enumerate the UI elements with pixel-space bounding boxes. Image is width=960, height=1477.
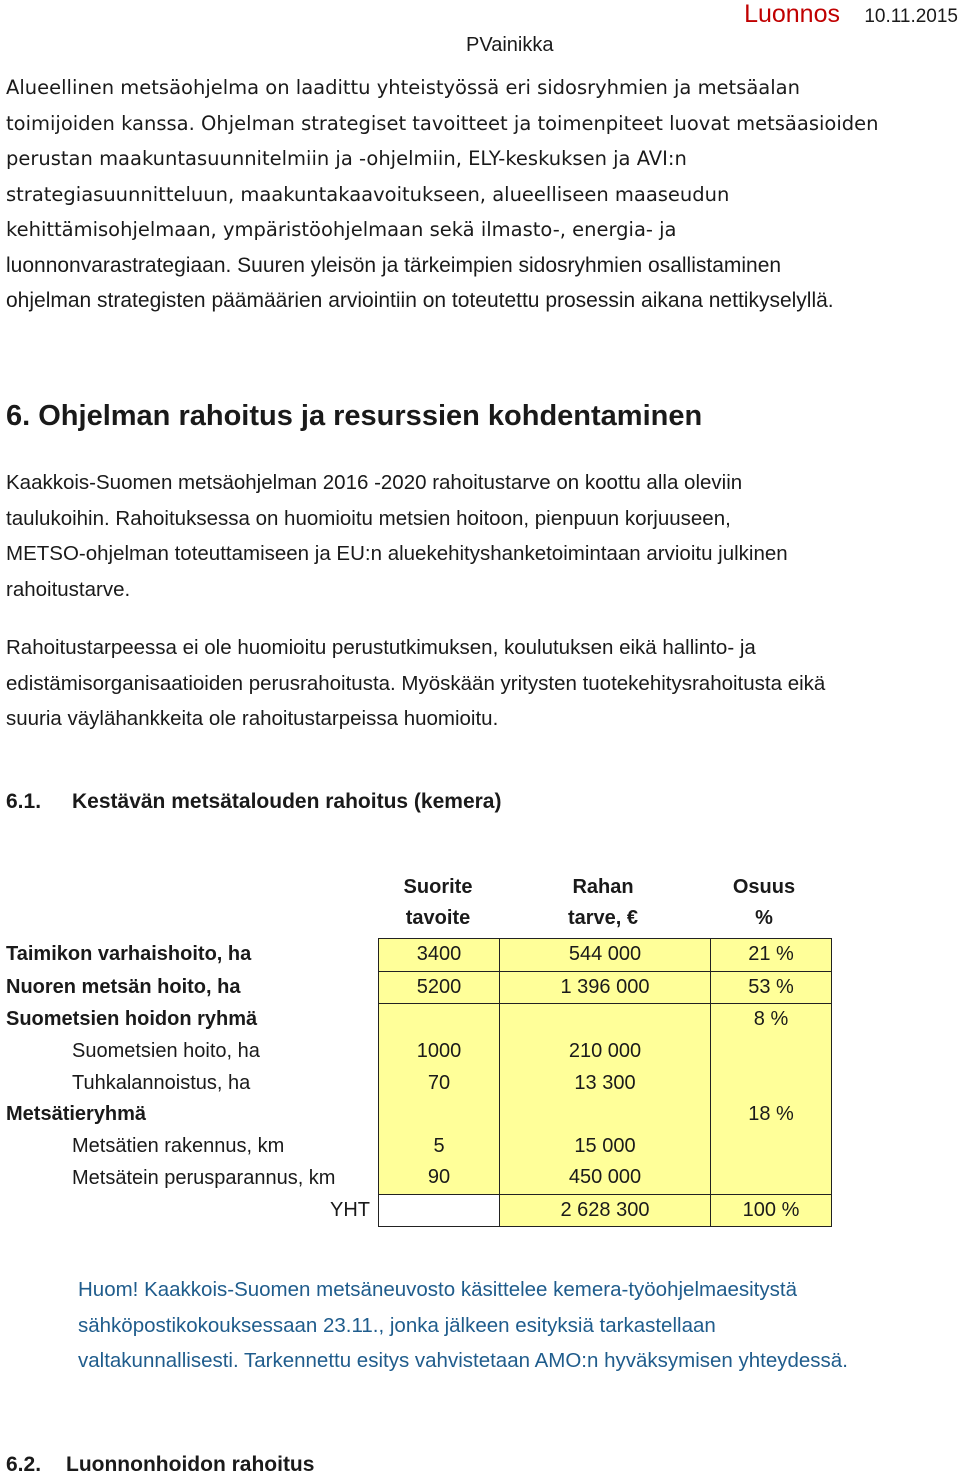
column-header-line: Osuus bbox=[732, 876, 796, 898]
column-header-line: tavoite bbox=[405, 907, 471, 929]
target-cell bbox=[379, 1194, 500, 1227]
target-cell: 1000 bbox=[379, 1036, 500, 1068]
target-cell bbox=[379, 1099, 500, 1131]
paragraph-line: suuria väylähankkeita ole rahoitustarpeissa huomioitu. bbox=[6, 707, 499, 730]
table-row bbox=[6, 1036, 832, 1068]
intro-line: ohjelman strategisten päämäärien arviointiin on toteutettu prosessin aikana nettikyselyllä. bbox=[6, 289, 834, 312]
target-cell: 5200 bbox=[379, 971, 500, 1004]
kemera-table bbox=[6, 938, 832, 1227]
share-cell: 18 % bbox=[711, 1099, 832, 1131]
subsection-title: Kestävän metsätalouden rahoitus (kemera) bbox=[72, 790, 502, 813]
subsection-number: 6.2. bbox=[6, 1453, 42, 1476]
intro-line: toimijoiden kanssa. Ohjelman strategiset tavoitteet ja toimenpiteet luovat metsäasioiden bbox=[6, 111, 879, 135]
money-cell: 544 000 bbox=[500, 939, 711, 972]
row-label: Tuhkalannoistus, ha bbox=[72, 1071, 251, 1094]
paragraph-line: Kaakkois-Suomen metsäohjelman 2016 -2020 rahoitustarve on koottu alla oleviin bbox=[6, 471, 743, 494]
intro-line: kehittämisohjelmaan, ympäristöohjelmaan sekä ilmasto-, energia- ja bbox=[6, 218, 677, 241]
share-cell bbox=[711, 1036, 832, 1068]
share-cell bbox=[711, 1131, 832, 1163]
author-label: PVainikka bbox=[466, 34, 554, 56]
intro-line: luonnonvarastrategiaan. Suuren yleisön ja tärkeimpien sidosryhmien osallistaminen bbox=[6, 253, 782, 277]
target-cell bbox=[379, 1004, 500, 1036]
row-label: Metsätein perusparannus, km bbox=[72, 1166, 336, 1189]
target-cell: 70 bbox=[379, 1067, 500, 1099]
row-label: Metsätieryhmä bbox=[6, 1103, 147, 1126]
table-row bbox=[6, 1162, 832, 1194]
money-cell: 450 000 bbox=[500, 1162, 711, 1194]
share-cell bbox=[711, 1067, 832, 1099]
table-row bbox=[6, 939, 832, 972]
column-header-line: tarve, € bbox=[567, 907, 639, 929]
section-heading: 6. Ohjelman rahoitus ja resurssien kohdentaminen bbox=[6, 400, 703, 432]
share-cell: 21 % bbox=[711, 939, 832, 972]
money-cell bbox=[500, 1004, 711, 1036]
note-line: sähköpostikokouksessaan 23.11., jonka jälkeen esityksiä tarkastellaan bbox=[78, 1313, 716, 1337]
row-label: Nuoren metsän hoito, ha bbox=[6, 975, 241, 998]
intro-line: strategiasuunnitteluun, maakuntakaavoitukseen, alueelliseen maaseudun bbox=[6, 182, 730, 206]
paragraph-line: edistämisorganisaatioiden perusrahoitusta. Myöskään yritysten tuotekehitysrahoitusta eikä bbox=[6, 671, 826, 695]
paragraph-line: rahoitustarve. bbox=[6, 577, 131, 601]
intro-paragraph bbox=[6, 70, 956, 319]
paragraph-line: taulukoihin. Rahoituksessa on huomioitu metsien hoitoon, pienpuun korjuuseen, bbox=[6, 506, 731, 530]
table-row bbox=[6, 1004, 832, 1036]
target-cell: 3400 bbox=[379, 939, 500, 972]
subsection-heading bbox=[6, 790, 501, 814]
table-row bbox=[6, 1099, 832, 1131]
column-header-line: Rahan bbox=[572, 876, 634, 898]
intro-line: perustan maakuntasuunnitelmiin ja -ohjelmiin, ELY-keskuksen ja AVI:n bbox=[6, 147, 687, 170]
document-date: 10.11.2015 bbox=[864, 6, 958, 27]
subsection-title: Luonnonhoidon rahoitus bbox=[66, 1453, 315, 1476]
row-label: Taimikon varhaishoito, ha bbox=[6, 943, 252, 966]
table-row bbox=[6, 1131, 832, 1163]
note-line: Huom! Kaakkois-Suomen metsäneuvosto käsittelee kemera-työohjelmaesitystä bbox=[78, 1278, 797, 1301]
total-share-cell: 100 % bbox=[711, 1194, 832, 1227]
table-row bbox=[6, 971, 832, 1004]
draft-label: Luonnos bbox=[744, 0, 840, 28]
paragraph-line: METSO-ohjelman toteuttamiseen ja EU:n aluekehityshanketoimintaan arvioitu julkinen bbox=[6, 542, 788, 565]
money-cell: 210 000 bbox=[500, 1036, 711, 1068]
money-cell bbox=[500, 1099, 711, 1131]
money-cell: 15 000 bbox=[500, 1131, 711, 1163]
subsection-number: 6.1. bbox=[6, 790, 42, 813]
total-money-cell: 2 628 300 bbox=[500, 1194, 711, 1227]
paragraph-line: Rahoitustarpeessa ei ole huomioitu perustutkimuksen, koulutuksen eikä hallinto- ja bbox=[6, 636, 756, 659]
row-label: Suometsien hoidon ryhmä bbox=[6, 1008, 258, 1031]
intro-line: Alueellinen metsäohjelma on laadittu yhteistyössä eri sidosryhmien ja metsäalan bbox=[6, 76, 800, 99]
section-paragraph bbox=[6, 630, 956, 737]
share-cell bbox=[711, 1162, 832, 1194]
section-paragraph bbox=[6, 465, 956, 607]
share-cell: 8 % bbox=[711, 1004, 832, 1036]
total-label: YHT bbox=[330, 1199, 370, 1222]
column-header-target bbox=[378, 876, 498, 930]
note-line: valtakunnallisesti. Tarkennettu esitys vahvistetaan AMO:n hyväksymisen yhteydessä. bbox=[78, 1349, 848, 1372]
row-label: Suometsien hoito, ha bbox=[72, 1040, 260, 1063]
column-header-line: Suorite bbox=[403, 876, 473, 898]
subsection-heading bbox=[6, 1453, 314, 1477]
column-header-share bbox=[704, 876, 824, 930]
money-cell: 13 300 bbox=[500, 1067, 711, 1099]
column-header-money bbox=[498, 876, 708, 930]
money-cell: 1 396 000 bbox=[500, 971, 711, 1004]
row-label: Metsätien rakennus, km bbox=[72, 1134, 285, 1157]
target-cell: 5 bbox=[379, 1131, 500, 1163]
share-cell: 53 % bbox=[711, 971, 832, 1004]
target-cell: 90 bbox=[379, 1162, 500, 1194]
note-paragraph bbox=[78, 1272, 958, 1379]
table-total-row bbox=[6, 1194, 832, 1227]
table-row bbox=[6, 1067, 832, 1099]
column-header-line: % bbox=[755, 907, 773, 929]
